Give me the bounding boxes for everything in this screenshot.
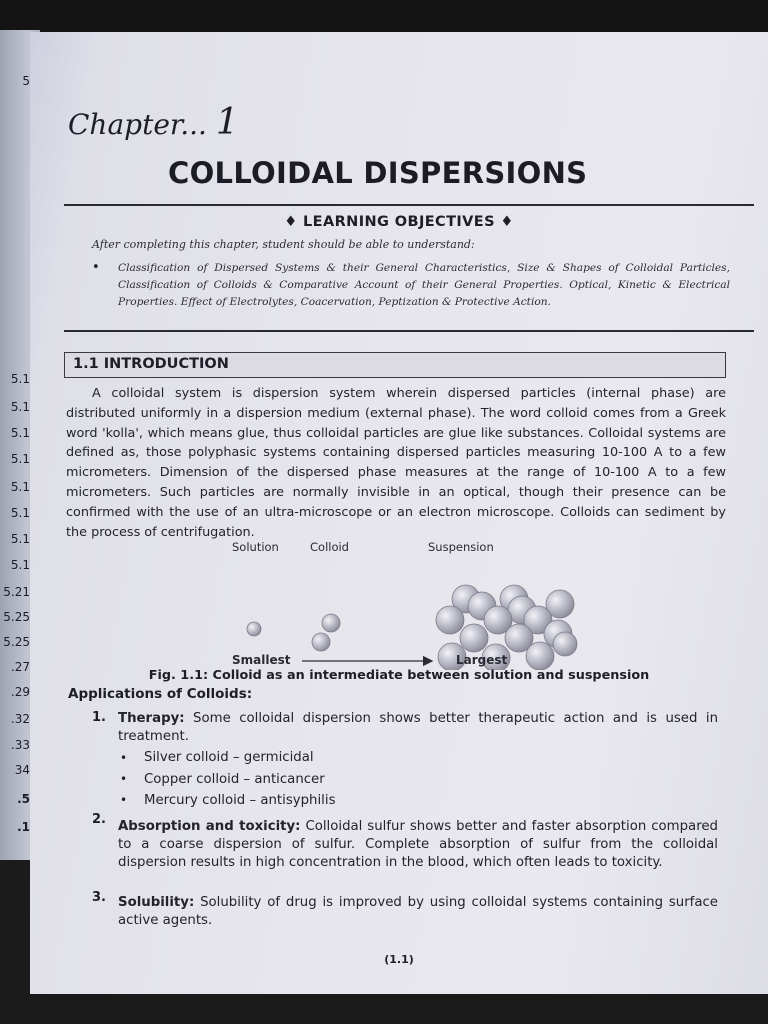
margin-number: .32 [10, 712, 30, 726]
sub-item: Mercury colloid – antisyphilis [144, 793, 336, 808]
bullet-icon: • [120, 772, 128, 786]
colloid-particles [312, 614, 340, 651]
book-page [30, 32, 768, 994]
margin-number: .27 [10, 660, 30, 674]
photo-background-top [0, 0, 768, 32]
figure-label-colloid: Colloid [310, 540, 349, 554]
list-number: 1. [92, 710, 106, 725]
page-number: (1.1) [384, 953, 414, 966]
margin-number: 5.1 [10, 400, 30, 414]
bullet-icon: • [120, 793, 128, 807]
list-item-therapy [118, 710, 718, 746]
chapter-title: COLLOIDAL DISPERSIONS [168, 156, 588, 190]
photo-background-bottom [0, 994, 768, 1024]
margin-number: 5.1 [10, 532, 30, 546]
margin-number: 5.1 [10, 558, 30, 572]
chapter-heading [68, 102, 239, 143]
list-number: 2. [92, 812, 106, 827]
margin-number: 5.1 [10, 452, 30, 466]
margin-number: 5.1 [10, 372, 30, 386]
list-item-text: Colloidal sulfur shows better and faster absorption compared to a coarse dispersion of sulfur. Complete absorption of sulfur from the colloidal dispersion results in high concentration in the blood, which often leads to toxicity. [118, 819, 718, 870]
introduction-paragraph: A colloidal system is dispersion system wherein dispersed particles (internal phase) are distributed uniformly in a dispersion medium (external phase). The word colloid comes from a Greek word 'kolla', which means glue, thus colloidal particles are glue like substances. Colloidal systems are defined as, those polyphasic systems containing dispersed particles measuring 10-100 A to a few micrometers. Dimension of the dispersed phase measures at the range of 10-100 A to a few micrometers. Such particles are normally invisible in an optical, though their presence can be confirmed with the use of an ultra-microscope or an electron microscope. Colloids can sediment by the process of centrifugation. [66, 386, 726, 540]
scale-label-smallest: Smallest [232, 653, 291, 667]
size-scale [210, 650, 610, 670]
learning-objectives-heading: ♦ LEARNING OBJECTIVES ♦ [284, 214, 514, 230]
figure-caption: Fig. 1.1: Colloid as an intermediate between solution and suspension [148, 668, 650, 683]
learning-objectives-text: Classification of Dispersed Systems & their General Characteristics, Size & Shapes of Colloidal Particles, Classification of Colloids & Comparative Account of their General Properties. Optical, Kinetic & Electrical Properties. Effect of Electrolytes, Coacervation, Peptization & Protective Action. [118, 262, 730, 308]
margin-number: .1 [17, 820, 30, 834]
margin-number: 5.25 [3, 635, 30, 649]
margin-number: 5 [22, 74, 30, 88]
scale-label-largest: Largest [456, 653, 508, 667]
list-item-solubility [118, 894, 718, 930]
margin-number: .5 [17, 792, 30, 806]
margin-number: 5.1 [10, 506, 30, 520]
divider [64, 330, 754, 332]
bullet-icon: • [120, 751, 128, 765]
learning-objectives-intro: After completing this chapter, student should be able to understand: [92, 238, 475, 251]
section-title: 1.1 INTRODUCTION [73, 356, 229, 372]
margin-number: 5.1 [10, 426, 30, 440]
margin-number: .33 [10, 738, 30, 752]
bullet-icon: • [92, 260, 100, 275]
list-number: 3. [92, 890, 106, 905]
chapter-number: 1 [215, 102, 239, 143]
list-item-absorption [118, 818, 718, 872]
margin-number: 5.25 [3, 610, 30, 624]
list-item-title: Absorption and toxicity: [118, 819, 301, 834]
sub-item: Silver colloid – germicidal [144, 750, 314, 765]
applications-heading: Applications of Colloids: [68, 686, 253, 702]
divider [64, 204, 754, 206]
chapter-label: Chapter... [68, 108, 207, 141]
margin-number: 34 [14, 763, 30, 777]
list-item-text: Solubility of drug is improved by using colloidal systems containing surface active agents. [118, 895, 718, 928]
figure-label-suspension: Suspension [428, 540, 494, 554]
list-item-text: Some colloidal dispersion shows better therapeutic action and is used in treatment. [118, 711, 718, 744]
section-heading-box [64, 352, 726, 378]
list-item-title: Solubility: [118, 895, 195, 910]
solution-particle [247, 622, 261, 636]
margin-number: .29 [10, 685, 30, 699]
margin-number: 5.21 [3, 585, 30, 599]
size-arrow [300, 654, 440, 668]
margin-number: 5.1 [10, 480, 30, 494]
sub-item: Copper colloid – anticancer [144, 772, 325, 787]
figure-label-solution: Solution [232, 540, 279, 554]
list-item-title: Therapy: [118, 711, 185, 726]
